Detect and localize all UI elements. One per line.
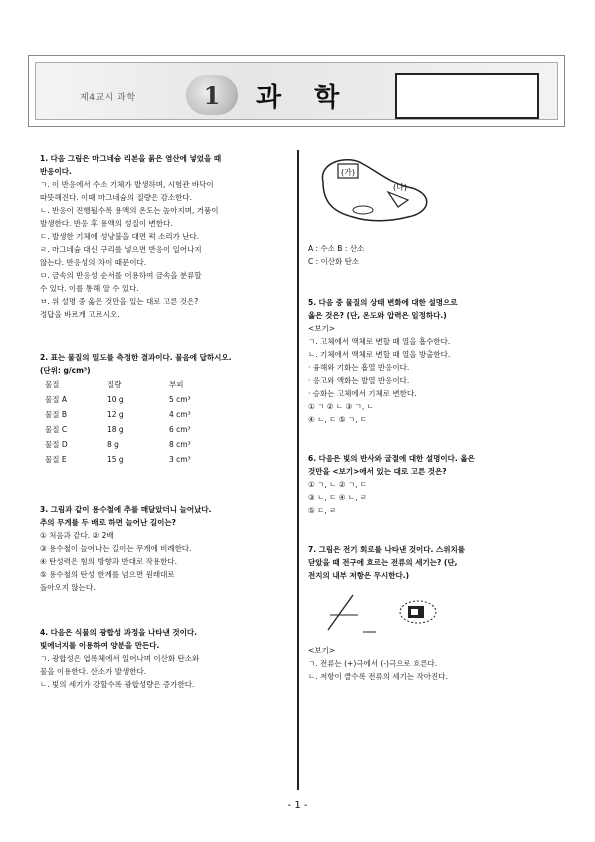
question-text: ㄱ. 전류는 (+)극에서 (-)극으로 흐른다. [308,659,438,668]
question-text: <보기> [308,646,336,655]
question-6 [308,452,558,517]
left-column [40,152,285,703]
table-cell: 10 g [107,395,124,404]
table-cell: 5 cm³ [169,395,191,404]
table-row [44,452,230,467]
figure-label: (가) [341,168,355,177]
question-text: ㄴ. 기체에서 액체로 변할 때 열을 방출한다. [308,350,451,359]
question-text: 따뜻해진다. 이때 마그네슘의 질량은 감소한다. [40,193,192,202]
question-stem: 반응이다. [40,167,72,176]
answer-options: ① ㄱ, ㄴ ② ㄱ, ㄷ [308,480,368,489]
table-cell: 15 g [107,455,124,464]
table-cell: 물질 E [45,455,67,464]
table-cell: 물질 A [45,395,68,404]
question-stem: 빛에너지를 이용하여 양분을 만든다. [40,641,160,650]
question-text: ㄱ. 이 반응에서 수소 기체가 발생하며, 시험관 바닥이 [40,180,214,189]
table-cell: 8 cm³ [169,440,191,449]
question-stem: 전지의 내부 저항은 무시한다.) [308,571,410,580]
table-row [44,392,230,407]
question-text: · 융해와 기화는 흡열 반응이다. [308,363,410,372]
question-text: 발생한다. 반응 후 용액의 성질이 변한다. [40,219,173,228]
page-number: - 1 - [287,800,308,811]
table-row [44,422,230,437]
question-4 [40,626,285,691]
table-cell: 물질 C [45,425,68,434]
apparatus-figure [308,152,558,268]
name-box [395,73,539,119]
figure-caption: A : 수소 B : 산소 [308,244,365,253]
subject-title: 과 학 [256,83,352,113]
question-stem: 2. 표는 물질의 밀도를 측정한 결과이다. 물음에 답하시오. [40,353,232,362]
question-1 [40,152,285,321]
figure-caption: C : 이산화 탄소 [308,257,360,266]
figure-label: (나) [393,183,407,192]
exam-session-label: 제4교시 과학 [80,93,136,103]
table-cell: 8 g [107,440,119,449]
question-7 [308,543,558,683]
table-header-cell: 물질 [45,380,60,389]
question-5 [308,296,558,426]
question-text: ㄱ. 고체에서 액체로 변할 때 열을 흡수한다. [308,337,451,346]
question-text: ③ 용수철이 늘어나는 길이는 무게에 비례한다. [40,544,192,553]
table-header-cell: 부피 [169,380,184,389]
question-text: <보기> [308,324,336,333]
table-header-row [44,377,230,392]
question-text: ㄴ. 저항이 클수록 전류의 세기는 작아진다. [308,672,448,681]
question-stem: 7. 그림은 전기 회로를 나타낸 것이다. 스위치를 [308,545,465,554]
exam-header [28,55,565,127]
question-text: ㄴ. 빛의 세기가 강할수록 광합성량은 증가한다. [40,680,195,689]
table-header-cell: 질량 [107,380,122,389]
question-stem: 6. 다음은 빛의 반사와 굴절에 대한 설명이다. 옳은 [308,454,475,463]
circuit-diagram-icon [318,590,458,640]
question-stem: 닫았을 때 전구에 흐르는 전류의 세기는? (단, [308,558,458,567]
question-stem: 것만을 <보기>에서 있는 대로 고른 것은? [308,467,447,476]
question-text: 물을 이용한다. 산소가 발생한다. [40,667,147,676]
column-divider [297,150,299,790]
question-text: · 승화는 고체에서 기체로 변한다. [308,389,417,398]
grade-badge: 1 [186,75,238,115]
question-stem: 4. 다음은 식물의 광합성 과정을 나타낸 것이다. [40,628,197,637]
question-stem: 추의 무게를 두 배로 하면 늘어난 길이는? [40,518,176,527]
question-text: 수 있다. 이를 통해 알 수 있다. [40,284,139,293]
question-text: 정답을 바르게 고르시오. [40,310,120,319]
header-band [35,62,558,120]
question-text: ④ 탄성력은 힘의 방향과 반대로 작용한다. [40,557,177,566]
question-text: ㅁ. 금속의 반응성 순서를 이용하여 금속을 분류할 [40,271,202,280]
table-cell: 물질 B [45,410,68,419]
question-text: ㅂ. 위 설명 중 옳은 것만을 있는 대로 고른 것은? [40,297,199,306]
table-row [44,407,230,422]
answer-options: ① ㄱ ② ㄴ ③ ㄱ, ㄴ [308,402,374,411]
table-cell: 4 cm³ [169,410,191,419]
table-cell: 3 cm³ [169,455,191,464]
question-text: ㄹ. 마그네슘 대신 구리를 넣으면 반응이 일어나지 [40,245,202,254]
table-row [44,437,230,452]
question-stem: 3. 그림과 같이 용수철에 추를 매달았더니 늘어났다. [40,505,212,514]
question-stem: 1. 다음 그림은 마그네슘 리본을 묽은 염산에 넣었을 때 [40,154,222,163]
question-text: · 응고와 액화는 발열 반응이다. [308,376,410,385]
question-stem: (단위: g/cm³) [40,366,91,375]
question-stem: 5. 다음 중 물질의 상태 변화에 대한 설명으로 [308,298,458,307]
question-2 [40,351,285,467]
answer-options: ⑤ ㄷ, ㄹ [308,506,337,515]
question-text: 돌아오지 않는다. [40,583,96,592]
apparatus-drawing-icon [308,152,438,232]
right-column [308,152,558,695]
table-cell: 물질 D [45,440,68,449]
question-text: ⑤ 용수철의 탄성 한계를 넘으면 원래대로 [40,570,175,579]
table-cell: 6 cm³ [169,425,191,434]
answer-options: ③ ㄴ, ㄷ ④ ㄴ, ㄹ [308,493,368,502]
answer-options: ④ ㄴ, ㄷ ⑤ ㄱ, ㄷ [308,415,368,424]
question-3 [40,503,285,594]
question-text: 않는다. 반응성의 차이 때문이다. [40,258,147,267]
density-table [44,377,230,467]
question-text: ㄷ. 발생한 기체에 성냥불을 대면 퍽 소리가 난다. [40,232,200,241]
question-stem: 옳은 것은? (단, 온도와 압력은 일정하다.) [308,311,447,320]
question-text: ㄱ. 광합성은 엽록체에서 일어나며 이산화 탄소와 [40,654,200,663]
table-cell: 18 g [107,425,124,434]
question-text: ㄴ. 반응이 진행될수록 용액의 온도는 높아지며, 거품이 [40,206,219,215]
table-cell: 12 g [107,410,124,419]
question-text: ① 처음과 같다. ② 2배 [40,531,114,540]
